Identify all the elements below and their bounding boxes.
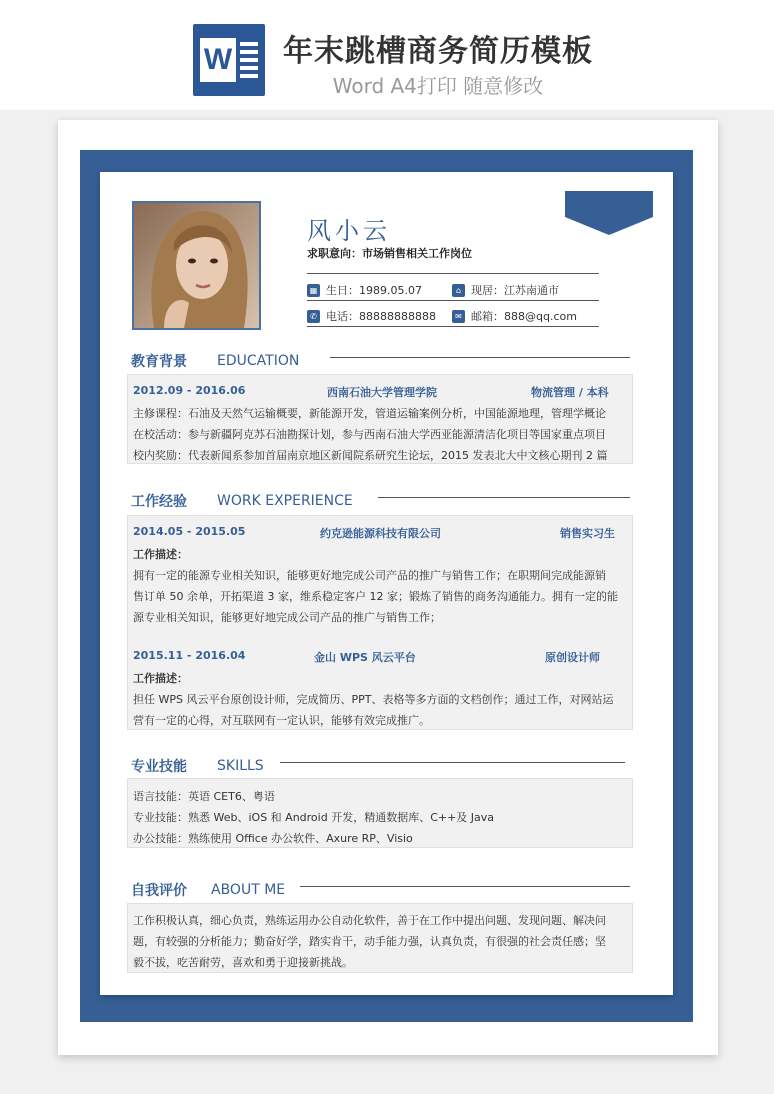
job-company: 约克逊能源科技有限公司: [320, 527, 441, 540]
education-heading: [131, 350, 299, 372]
work-title-en: WORK EXPERIENCE: [217, 493, 353, 509]
candidate-name: 风小云: [307, 217, 391, 245]
job-desc-line: 源专业相关知识，能够更好地完成公司产品的推广与销售工作；: [133, 611, 441, 624]
location-info: [452, 282, 559, 298]
education-line: 在校活动：参与新疆阿克苏石油勘探计划，参与西南石油大学西亚能源清洁化项目等国家重点项目: [133, 428, 606, 441]
skills-heading: [131, 755, 264, 777]
email-text: 邮箱：888@qq.com: [471, 310, 577, 323]
job-desc-line: 担任 WPS 风云平台原创设计师，完成简历、PPT、表格等多方面的文档创作；通过工作，对网站运: [133, 693, 614, 706]
skill-line: 专业技能：熟悉 Web、iOS 和 Android 开发，精通数据库、C++及 Java: [133, 811, 495, 824]
job-desc-line: 拥有一定的能源专业相关知识，能够更好地完成公司产品的推广与销售工作；在职期间完成能源销: [133, 569, 606, 582]
education-title-cn: 教育背景: [131, 354, 187, 370]
education-line: 主修课程：石油及天然气运输概要，新能源开发，管道运输案例分析，中国能源地理，管理学概论: [133, 407, 606, 420]
job-desc-label: 工作描述：: [133, 548, 188, 561]
about-title-cn: 自我评价: [131, 883, 187, 899]
job-desc-label: 工作描述：: [133, 672, 188, 685]
skill-line: 语言技能：英语 CET6、粤语: [133, 790, 275, 803]
section-divider: [330, 357, 630, 358]
section-divider: [300, 886, 630, 887]
job-company: 金山 WPS 风云平台: [314, 651, 416, 664]
work-heading: [131, 490, 353, 512]
about-line: 题，有较强的分析能力；勤奋好学，踏实肯干，动手能力强，认真负责，有很强的社会责任感；坚: [133, 935, 606, 948]
avatar: [132, 201, 261, 330]
job-role: 原创设计师: [545, 651, 600, 664]
banner-header: [0, 0, 774, 110]
document-subtitle: Word A4打印 随意修改: [332, 74, 544, 98]
skill-line: 办公技能：熟练使用 Office 办公软件、Axure RP、Visio: [133, 832, 413, 845]
job-period: 2014.05 - 2015.05: [133, 525, 246, 538]
mail-icon: ✉: [452, 310, 465, 323]
document-title: 年末跳槽商务简历模板: [283, 34, 593, 69]
job-desc-line: 营有一定的心得，对互联网有一定认识，能够有效完成推广。: [133, 714, 430, 727]
education-line: 校内奖励：代表新闻系参加首届南京地区新闻院系研究生论坛，2015 发表北大中文核心期刊 2 篇: [133, 449, 608, 462]
education-period: 2012.09 - 2016.06: [133, 384, 246, 397]
phone-icon: ✆: [307, 310, 320, 323]
job-desc-line: 售订单 50 余单，开拓渠道 3 家，维系稳定客户 12 家；锻炼了销售的商务沟通能力。拥有一定的能: [133, 590, 618, 603]
phone-text: 电话：88888888888: [326, 310, 436, 323]
skills-title-en: SKILLS: [217, 758, 264, 774]
about-line: 工作积极认真，细心负责，熟练运用办公自动化软件，善于在工作中提出问题、发现问题、解决问: [133, 914, 606, 927]
about-line: 毅不拔，吃苦耐劳，喜欢和勇于迎接新挑战。: [133, 956, 353, 969]
section-divider: [280, 762, 625, 763]
job-period: 2015.11 - 2016.04: [133, 649, 246, 662]
job-intent: [307, 245, 472, 261]
job-intent-value: 市场销售相关工作岗位: [362, 247, 472, 260]
divider: [307, 273, 599, 274]
home-icon: ⌂: [452, 284, 465, 297]
email-info: [452, 308, 577, 324]
about-title-en: ABOUT ME: [211, 882, 286, 898]
job-intent-label: 求职意向：: [307, 247, 362, 260]
job-role: 销售实习生: [560, 527, 615, 540]
divider: [307, 300, 599, 301]
work-title-cn: 工作经验: [131, 494, 187, 510]
calendar-icon: ▦: [307, 284, 320, 297]
phone-info: [307, 308, 436, 324]
education-title-en: EDUCATION: [217, 353, 300, 369]
skills-title-cn: 专业技能: [131, 759, 187, 775]
birth-info: [307, 282, 422, 298]
word-icon: W: [193, 24, 265, 96]
about-heading: [131, 879, 285, 901]
education-school: 西南石油大学管理学院: [327, 386, 437, 399]
ribbon-decoration: [565, 191, 653, 235]
section-divider: [378, 497, 630, 498]
education-major: 物流管理 / 本科: [531, 386, 609, 399]
location-text: 现居：江苏南通市: [471, 284, 559, 297]
divider: [307, 326, 599, 327]
birth-text: 生日：1989.05.07: [326, 284, 422, 297]
